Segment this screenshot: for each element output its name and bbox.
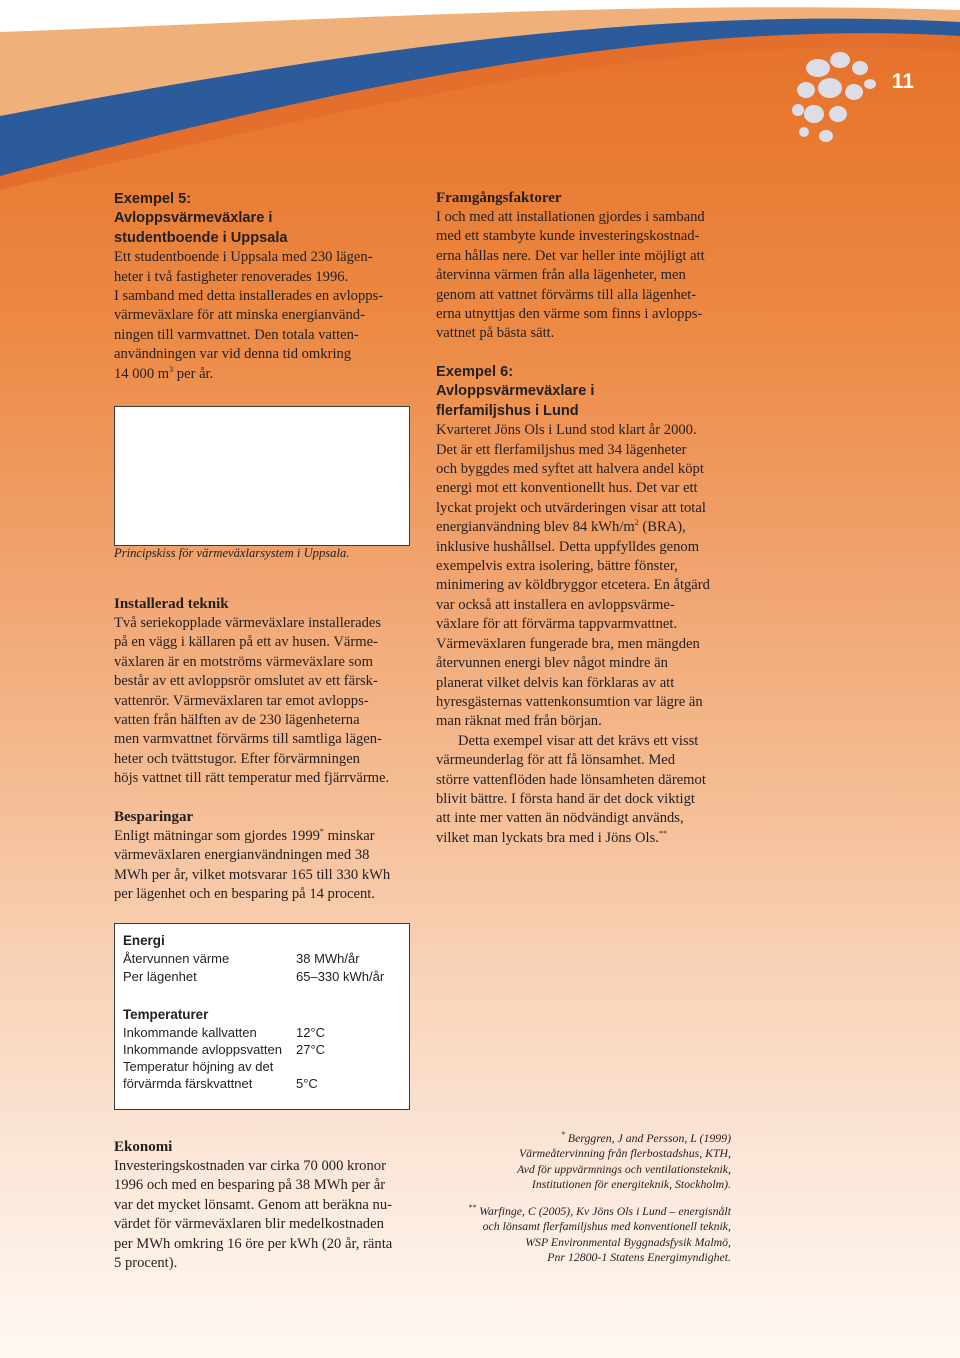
text-fragment: Berggren, J and Persson, L (1999) bbox=[564, 1131, 731, 1145]
framgang-heading: Framgångsfaktorer bbox=[436, 190, 562, 206]
fact-label: Återvunnen värme bbox=[123, 951, 230, 966]
installerad-section bbox=[114, 595, 389, 789]
fact-label: Temperatur höjning av det bbox=[123, 1059, 274, 1074]
text-line bbox=[114, 365, 383, 384]
fact-row bbox=[123, 950, 401, 968]
text-line: genom att vattnet förvärms till alla lägenhet- bbox=[436, 286, 697, 303]
example6-body bbox=[436, 421, 710, 848]
text-line: men varmvattnet förvärms till samtliga lägen- bbox=[114, 731, 382, 748]
temperaturer-heading: Temperaturer bbox=[123, 1007, 209, 1022]
besparingar-heading: Besparingar bbox=[114, 809, 194, 825]
text-line: användningen var vid denna tid omkring bbox=[114, 346, 352, 363]
figure-caption: Principskiss för värmeväxlarsystem i Uppsala. bbox=[114, 546, 350, 560]
fact-value: 27°C bbox=[296, 1042, 326, 1057]
text-line: höjs vattnet till rätt temperatur med fjärrvärme. bbox=[114, 770, 390, 787]
text-line: Detta exempel visar att det krävs ett visst bbox=[458, 732, 699, 749]
fact-label: Inkommande kallvatten bbox=[123, 1025, 257, 1040]
text-line: inklusive hushållsel. Detta uppfylldes genom bbox=[436, 538, 700, 555]
framgang-body bbox=[436, 208, 705, 344]
installerad-heading: Installerad teknik bbox=[114, 596, 229, 612]
text-line: vatten från hälften av de 230 lägenheterna bbox=[114, 712, 360, 729]
footnote-line bbox=[468, 1131, 731, 1146]
example6-title-line1: Exempel 6: bbox=[436, 364, 514, 380]
text-line bbox=[436, 829, 710, 848]
fact-row bbox=[123, 1058, 401, 1075]
text-line: Två seriekopplade värmeväxlare installerades bbox=[114, 615, 382, 631]
fact-box bbox=[114, 923, 410, 1110]
text-line: värmeunderlag för att få lönsamhet. Med bbox=[436, 752, 676, 769]
footnote-line: WSP Environmental Byggnadsfysik Malmö, bbox=[525, 1234, 731, 1249]
superscript: 3 bbox=[169, 364, 174, 374]
fact-row bbox=[123, 1041, 401, 1058]
text-line: heter och tvättstugor. Efter förvärmningen bbox=[114, 750, 360, 767]
text-line: Värmeväxlaren fungerade bra, men mängden bbox=[436, 635, 700, 652]
text-line: på en vägg i källaren på ett av husen. Värme- bbox=[114, 634, 378, 651]
text-line: värmeväxlaren energianvändningen med 38 bbox=[114, 847, 370, 864]
text-line: man räknat med från början. bbox=[436, 713, 602, 730]
fact-value: 5°C bbox=[296, 1076, 318, 1091]
text-line: erna hållas nere. Det var heller inte möjligt att bbox=[436, 247, 705, 264]
fact-label: Per lägenhet bbox=[123, 969, 197, 984]
text-line: minimering av köldbryggor etcetera. En åtgärd bbox=[436, 577, 710, 594]
footnote-marker: ** bbox=[658, 828, 667, 838]
fact-row bbox=[123, 1024, 401, 1041]
footnote-line: Institutionen för energiteknik, Stockholm). bbox=[531, 1176, 731, 1191]
footnote-marker: * bbox=[560, 1130, 565, 1140]
text-line: I och med att installationen gjordes i samband bbox=[436, 209, 705, 225]
example5-title-line1: Exempel 5: bbox=[114, 191, 192, 207]
besparingar-section bbox=[114, 808, 390, 905]
fact-label: Inkommande avloppsvatten bbox=[123, 1042, 282, 1057]
text-line: återvunnen energi blev något mindre än bbox=[436, 655, 668, 672]
text-line: värdet för värmeväxlaren blir medelkostnaden bbox=[114, 1216, 384, 1233]
text-line: heter i två fastigheter renoverades 1996. bbox=[114, 268, 349, 285]
ekonomi-section bbox=[114, 1138, 392, 1273]
text-line bbox=[114, 827, 390, 846]
text-line: erna utnyttjas den värme som finns i avlopps- bbox=[436, 306, 703, 323]
text-line: 1996 och med en besparing på 38 MWh per år bbox=[114, 1177, 386, 1194]
text-line: återvinna värmen från alla lägenheter, men bbox=[436, 267, 686, 284]
footnote-line: och lönsamt flerfamiljshus med konventionell teknik, bbox=[482, 1219, 731, 1234]
besparingar-body bbox=[114, 827, 390, 905]
text-line: består av ett avloppsrör omslutet av ett färsk- bbox=[114, 673, 378, 690]
text-line: ningen till varmvattnet. Den totala vatten- bbox=[114, 326, 359, 343]
footnote-line: Avd för uppvärmnings och ventilationsteknik, bbox=[517, 1161, 731, 1176]
fact-value: 65–330 kWh/år bbox=[296, 969, 385, 984]
footnote-line bbox=[468, 1204, 731, 1219]
fact-value: 38 MWh/år bbox=[296, 951, 360, 966]
text-line: större vattenflöden hade lönsamheten däremot bbox=[436, 771, 706, 788]
text-line: var också att installera en avloppsvärme- bbox=[436, 596, 675, 613]
text-line: med ett stambyte kunde investeringskostnad- bbox=[436, 228, 700, 245]
figure-placeholder bbox=[114, 406, 410, 546]
text-line: lyckat projekt och utvärderingen visar att total bbox=[436, 499, 706, 516]
example6-title-line3: flerfamiljshus i Lund bbox=[436, 402, 579, 419]
example5-title-line2: Avloppsvärmeväxlare i bbox=[114, 210, 273, 227]
text-fragment: (BRA), bbox=[638, 519, 686, 536]
text-line: per lägenhet och en besparing på 14 procent. bbox=[114, 886, 375, 903]
text-line: vattnet på bästa sätt. bbox=[436, 325, 555, 342]
text-line: Ett studentboende i Uppsala med 230 lägen- bbox=[114, 249, 373, 266]
footnote-line: Pnr 12800-1 Statens Energimyndighet. bbox=[547, 1250, 731, 1265]
dots-logo-icon bbox=[770, 40, 890, 150]
text-line: planerat vilket delvis kan förklaras av att bbox=[436, 674, 675, 691]
fact-row bbox=[123, 1075, 401, 1092]
framgang-section bbox=[436, 189, 705, 344]
page-number: 11 bbox=[891, 70, 914, 93]
example6-section bbox=[436, 363, 710, 848]
text-fragment: 14 000 m bbox=[114, 365, 170, 382]
example5-intro bbox=[114, 248, 383, 384]
footnote-marker: ** bbox=[468, 1203, 477, 1213]
text-fragment: Enligt mätningar som gjordes 1999 bbox=[114, 828, 320, 844]
example5-title-line3: studentboende i Uppsala bbox=[114, 229, 288, 246]
text-line: hyresgästernas vattenkonsumtion var lägre än bbox=[436, 693, 703, 710]
text-line: blivit bättre. I första hand är det dock viktigt bbox=[436, 790, 695, 807]
example6-title-line2: Avloppsvärmeväxlare i bbox=[436, 383, 595, 400]
text-line: vattenrör. Värmeväxlaren tar emot avlopps- bbox=[114, 692, 369, 709]
text-line: Det är ett flerfamiljshus med 34 lägenheter bbox=[436, 441, 687, 458]
example5-section bbox=[114, 190, 383, 384]
text-line: att inte mer vatten än nödvändigt används, bbox=[436, 810, 684, 827]
ekonomi-body bbox=[114, 1157, 392, 1273]
fact-row bbox=[123, 968, 401, 986]
text-fragment: energianvändning blev 84 kWh/m bbox=[436, 519, 635, 536]
text-line bbox=[436, 518, 710, 537]
text-fragment: minskar bbox=[323, 828, 375, 844]
text-line: MWh per år, vilket motsvarar 165 till 330 kWh bbox=[114, 866, 391, 883]
text-fragment: Warfinge, C (2005), Kv Jöns Ols i Lund – energisnålt bbox=[476, 1204, 731, 1219]
text-line: per MWh omkring 16 öre per kWh (20 år, ränta bbox=[114, 1235, 393, 1252]
text-fragment: vilket man lyckats bra med i Jöns Ols. bbox=[436, 829, 659, 846]
text-line: Investeringskostnaden var cirka 70 000 kronor bbox=[114, 1158, 386, 1174]
text-line: 5 procent). bbox=[114, 1255, 178, 1272]
text-line: energi mot ett konventionellt hus. Det var ett bbox=[436, 480, 698, 497]
fact-value: 12°C bbox=[296, 1025, 326, 1040]
superscript: 2 bbox=[634, 518, 639, 528]
text-line: Kvarteret Jöns Ols i Lund stod klart år 2000. bbox=[436, 422, 697, 439]
text-fragment: per år. bbox=[173, 365, 214, 382]
fact-label: förvärmda färskvattnet bbox=[123, 1076, 253, 1091]
ekonomi-heading: Ekonomi bbox=[114, 1139, 173, 1155]
footnotes bbox=[468, 1131, 731, 1265]
footnote-line: Värmeåtervinning från flerbostadshus, KTH, bbox=[518, 1146, 731, 1161]
text-line: var det mycket lönsamt. Genom att beräkna nu- bbox=[114, 1196, 393, 1213]
text-line: växlare för att förvärma tappvarmvattnet. bbox=[436, 616, 678, 633]
text-line: och byggdes med syftet att halvera andel köpt bbox=[436, 461, 704, 478]
text-line: exempelvis extra isolering, bättre fönster, bbox=[436, 558, 678, 575]
text-line: växlaren är en motströms värmeväxlare som bbox=[114, 653, 373, 670]
footnote-marker: * bbox=[319, 827, 324, 837]
installerad-body bbox=[114, 614, 389, 789]
text-line: värmeväxlare för att minska energianvänd- bbox=[114, 307, 365, 324]
text-line: I samband med detta installerades en avlopps- bbox=[114, 288, 384, 305]
energi-heading: Energi bbox=[123, 933, 165, 948]
